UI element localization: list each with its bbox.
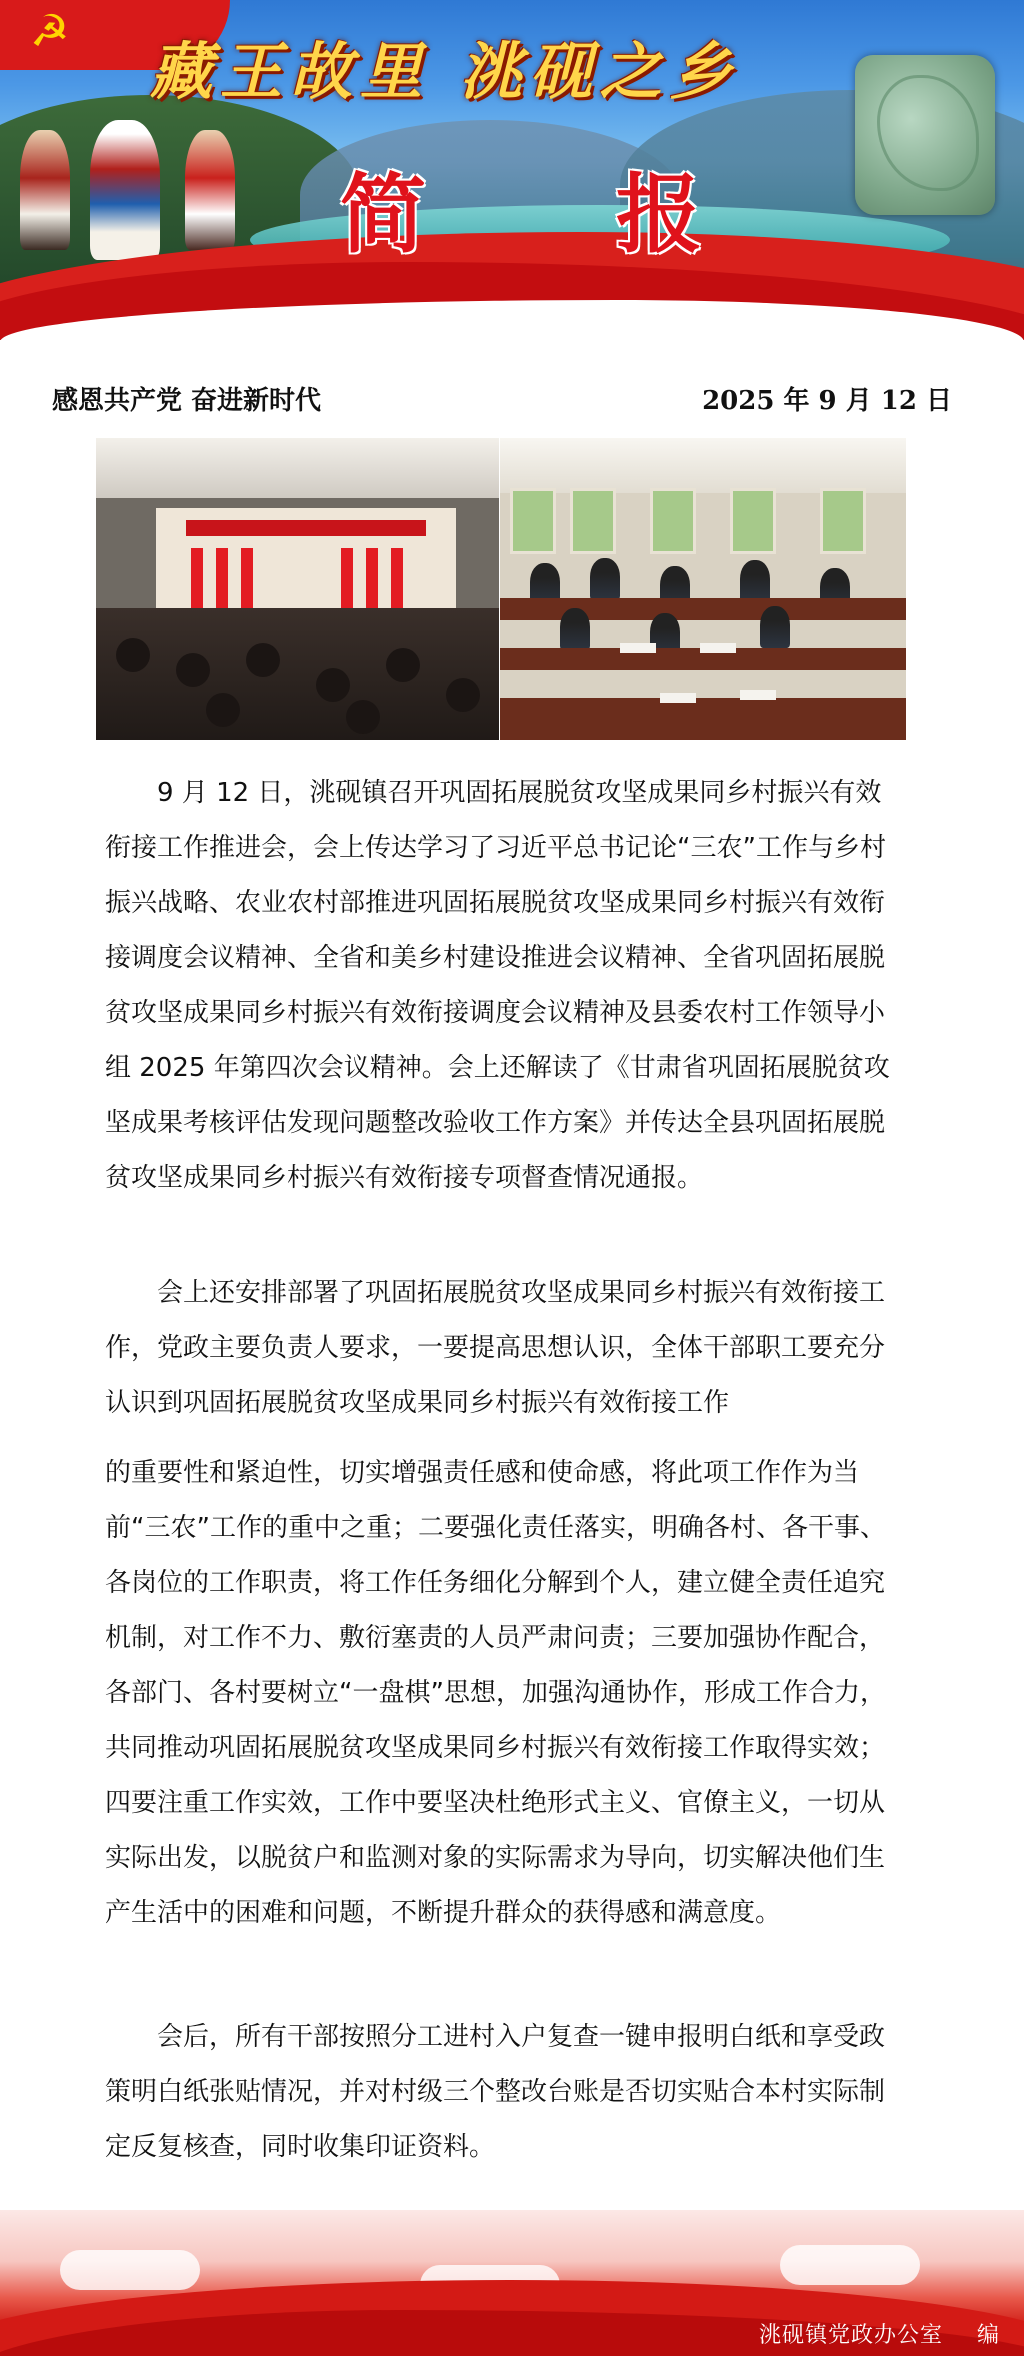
dancer-figure xyxy=(90,120,160,260)
body-paragraph: 会后，所有干部按照分工进村入户复查一键申报明白纸和享受政策明白纸张贴情况，并对村级三个整改台账是否切实贴合本村实际制定反复核查，同时收集印证资料。 xyxy=(105,2022,886,2162)
body-paragraph: 的重要性和紧迫性，切实增强责任感和使命感，将此项工作作为当前“三农”工作的重中之重；二要强化责任落实，明确各村、各干事、各岗位的工作职责，将工作任务细化分解到个人，建立健全责任追究机制，对工作不力、敷衍塞责的人员严肃问责；三要加强协作配合，各部门、各村要树立“一盘棋”思想，加强沟通协作，形成工作合力，共同推动巩固拓展脱贫攻坚成果同乡村振兴有效衔接工作取得实效；四要注重工作实效，工作中要坚决杜绝形式主义、官僚主义，一切从实际出发，以脱贫户和监测对象的实际需求为导向，切实解决他们生产生活中的困难和问题，不断提升群众的获得感和满意度。 xyxy=(105,1458,886,1928)
body-paragraph: 会上还安排部署了巩固拓展脱贫攻坚成果同乡村振兴有效衔接工作，党政主要负责人要求，一要提高思想认识，全体干部职工要充分认识到巩固拓展脱贫攻坚成果同乡村振兴有效衔接工作 xyxy=(105,1278,886,1418)
inkstone-image xyxy=(855,55,995,215)
meeting-photo-left xyxy=(96,438,499,740)
header-banner xyxy=(0,0,1024,340)
hammer-sickle-icon: ☭ xyxy=(30,6,70,57)
bulletin-title: 简 报 xyxy=(340,164,782,265)
banner-title: 藏王故里 洮砚之乡 xyxy=(150,35,740,108)
dancer-figure xyxy=(185,130,235,250)
editor-credit xyxy=(759,2318,1000,2349)
slogan-text: 感恩共产党 奋进新时代 xyxy=(52,386,322,416)
editor-suffix: 编 xyxy=(976,2323,1000,2348)
meeting-photo-right xyxy=(500,438,906,740)
editor-name: 洮砚镇党政办公室 xyxy=(758,2323,943,2348)
dancer-figure xyxy=(20,130,70,250)
body-paragraph: 9 月 12 日，洮砚镇召开巩固拓展脱贫攻坚成果同乡村振兴有效衔接工作推进会，会上传达学习了习近平总书记论“三农”工作与乡村振兴战略、农业农村部推进巩固拓展脱贫攻坚成果同乡村振兴有效衔接调度会议精神、全省和美乡村建设推进会议精神、全省巩固拓展脱贫攻坚成果同乡村振兴有效衔接调度会议精神及县委农村工作领导小组 2025 年第四次会议精神。会上还解读了《甘肃省巩固拓展脱贫攻坚成果考核评估发现问题整改验收工作方案》并传达全县巩固拓展脱贫攻坚成果同乡村振兴有效衔接专项督查情况通报。 xyxy=(105,778,890,1193)
publish-date: 2025 年 9 月 12 日 xyxy=(702,386,952,416)
